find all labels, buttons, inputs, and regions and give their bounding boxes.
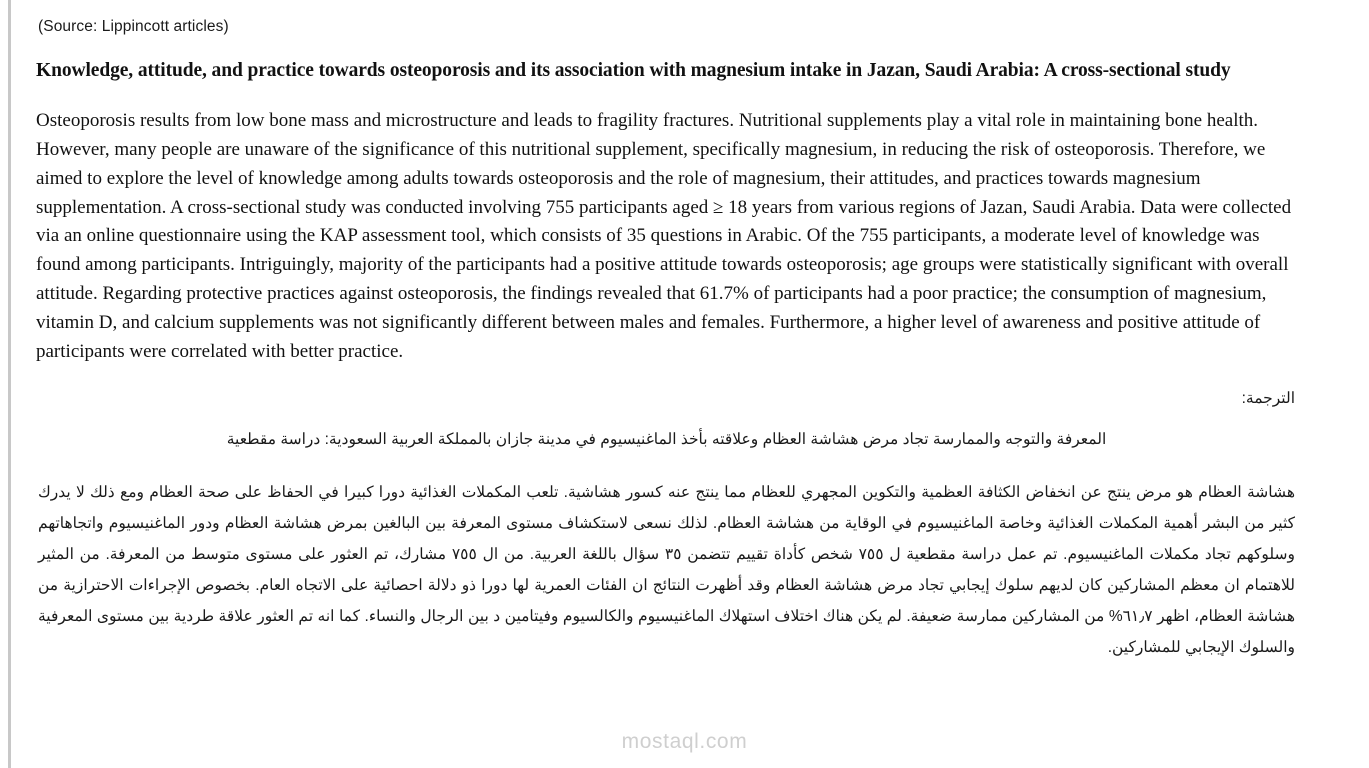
source-line: (Source: Lippincott articles)	[38, 18, 229, 35]
watermark: mostaql.com	[621, 730, 748, 753]
arabic-abstract: هشاشة العظام هو مرض ينتج عن انخفاض الكثافة العظمية والتكوين المجهري للعظام مما ينتج عنه كسور هشاشية. تلعب المكملات الغذائية دورا كبيرا في الحفاظ على صحة العظام ومع ذلك لا يدرك كثير من البشر أهمية المكملات الغذائية وخاصة الماغنيسيوم في الوقاية من هشاشة العظام. لذلك نسعى لاستكشاف مستوى المعرفة بين البالغين بمرض هشاشة العظام ودور الماغنيسيوم واتجاهاتهم وسلوكهم تجاد مكملات الماغنيسيوم. تم عمل دراسة مقطعية ل ٧٥٥ شخص كأداة تقييم تتضمن ٣٥ سؤال باللغة العربية. من ال ٧٥٥ مشارك، تم العثور على مستوى متوسط من المعرفة. من المثير للاهتمام ان معظم المشاركين كان لديهم سلوك إيجابي تجاد مرض هشاشة العظام وقد أظهرت النتائج ان الفئات العمرية لها دورا ذو دلالة احصائية على الاتجاه العام. بخصوص الإجراءات الاحترازية من هشاشة العظام، اظهر ٦١٫٧% من المشاركين ممارسة ضعيفة. لم يكن هناك اختلاف استهلاك الماغنيسيوم والكالسيوم وفيتامين د بين الرجال والنساء. كما انه تم العثور علاقة طردية بين مستوى المعرفية والسلوك الإيجابي للمشاركين.	[38, 483, 1296, 656]
article-abstract: Osteoporosis results from low bone mass and microstructure and leads to fragility fractures. Nutritional supplements play a vital role in maintaining bone health. However, many people are unaware of the significance of this nutritional supplement, specifically magnesium, in reducing the risk of osteoporosis. Therefore, we aimed to explore the level of knowledge among adults towards osteoporosis and the role of magnesium, their attitudes, and practices towards magnesium supplementation. A cross-sectional study was conducted involving 755 participants aged ≥ 18 years from various regions of Jazan, Saudi Arabia. Data were collected via an online questionnaire using the KAP assessment tool, which consists of 35 questions in Arabic. Of the 755 participants, a moderate level of knowledge was found among participants. Intriguingly, majority of the participants had a positive attitude towards osteoporosis; age groups were statistically significant with overall attitude. Regarding protective practices against osteoporosis, the findings revealed that 61.7% of participants had a poor practice; the consumption of magnesium, vitamin D, and calcium supplements was not significantly different between males and females. Furthermore, a higher level of awareness and positive attitude of participants were correlated with better practice.	[36, 109, 1292, 362]
arabic-article-title: المعرفة والتوجه والممارسة تجاد مرض هشاشة العظام وعلاقته بأخذ الماغنيسيوم في مدينة جازان بالمملكة العربية السعودية: دراسة مقطعية	[226, 430, 1107, 448]
left-margin-rule	[8, 0, 11, 768]
article-title: Knowledge, attitude, and practice towards osteoporosis and its association with magnesium intake in Jazan, Saudi Arabia: A cross-sectional study	[36, 60, 1231, 81]
translation-label: الترجمة:	[1241, 389, 1295, 407]
